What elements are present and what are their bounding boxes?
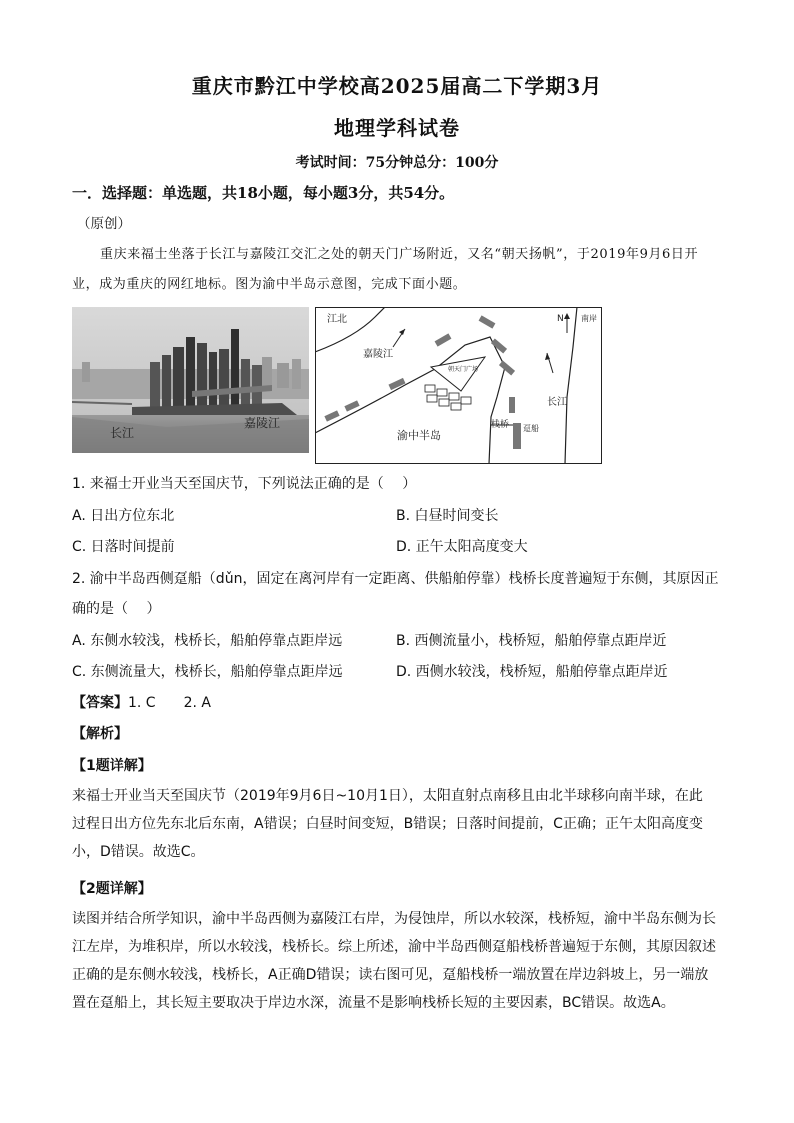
q2-analysis-text bbox=[72, 905, 724, 1017]
q1-option-d: D. 正午太阳高度变大 bbox=[396, 539, 528, 555]
q1-analysis-text bbox=[72, 782, 724, 866]
yuzhong-peninsula-map bbox=[315, 307, 602, 464]
q1-option-a: A. 日出方位东北 bbox=[72, 508, 175, 524]
q1-analysis-label: 【1题详解】 bbox=[72, 758, 152, 774]
intro-paragraph: 重庆来福士坐落于长江与嘉陵江交汇之处的朝天门广场附近，又名“朝天扬帆”，于2019年9月6日开业，成为重庆的网红地标。图为渝中半岛示意图，完成下面小题。 bbox=[72, 247, 699, 292]
q1-analysis-line: 来福士开业当天至国庆节（2019年9月6日~10月1日），太阳直射点南移且由北半球移向南半球，在此 bbox=[72, 788, 703, 804]
q1-analysis-line: 小，D错误。故选C。 bbox=[72, 844, 205, 860]
photo-label-changjiang: 长江 bbox=[110, 426, 135, 440]
question-2-stem-line2: 确的是（ ） bbox=[72, 601, 161, 617]
q2-analysis-line: 读图并结合所学知识，渝中半岛西侧为嘉陵江右岸，为侵蚀岸，所以水较深，栈桥短，渝中半岛东侧为长 bbox=[72, 911, 716, 927]
map-label-square: 朝天门广场 bbox=[448, 366, 479, 373]
exam-info: 考试时间：75分钟总分：100分 bbox=[295, 155, 499, 171]
q2-analysis-line: 置在趸船上，其长短主要取决于岸边水深，流量不是影响栈桥长短的主要因素，BC错误。故选A。 bbox=[72, 995, 675, 1011]
q2-option-d: D. 西侧水较浅，栈桥短，船舶停靠点距岸近 bbox=[396, 664, 668, 680]
section-heading: 一．选择题：单选题，共18小题，每小题3分，共54分。 bbox=[72, 184, 455, 202]
map-label-zhanqiao: 栈桥 bbox=[491, 420, 510, 430]
source-note: （原创） bbox=[77, 216, 131, 232]
photo-label-jialingjiang: 嘉陵江 bbox=[244, 416, 281, 430]
answer-text: 1. C 2. A bbox=[128, 695, 211, 711]
q2-option-c: C. 东侧流量大，栈桥长，船舶停靠点距岸远 bbox=[72, 664, 343, 680]
map-label-jialingjiang: 嘉陵江 bbox=[363, 349, 393, 360]
answer-line bbox=[72, 692, 211, 712]
map-label-dunchuan: 趸船 bbox=[523, 424, 539, 433]
analysis-label: 【解析】 bbox=[72, 726, 128, 742]
q1-option-b: B. 白昼时间变长 bbox=[396, 508, 499, 524]
q2-analysis-label: 【2题详解】 bbox=[72, 881, 152, 897]
map-label-yuzhong: 渝中半岛 bbox=[397, 429, 441, 442]
map-label-nanan: 南岸 bbox=[581, 314, 597, 323]
map-label-jiangbei: 江北 bbox=[327, 314, 347, 325]
map-label-north: N bbox=[557, 314, 564, 324]
exam-subject-title: 地理学科试卷 bbox=[334, 116, 460, 140]
q2-option-a: A. 东侧水较浅，栈桥长，船舶停靠点距岸远 bbox=[72, 633, 343, 649]
q1-analysis-line: 过程日出方位先东北后东南，A错误；白昼时间变短，B错误；日落时间提前，C正确；正午太阳高度变 bbox=[72, 816, 703, 832]
q2-analysis-line: 正确的是东侧水较浅，栈桥长，A正确D错误；读右图可见，趸船栈桥一端放置在岸边斜坡上，另一端放 bbox=[72, 967, 709, 983]
q2-option-b: B. 西侧流量小，栈桥短，船舶停靠点距岸近 bbox=[396, 633, 667, 649]
answer-label: 【答案】 bbox=[72, 695, 128, 711]
q1-option-c: C. 日落时间提前 bbox=[72, 539, 175, 555]
question-1-stem: 1. 来福士开业当天至国庆节，下列说法正确的是（ ） bbox=[72, 476, 417, 492]
city-photo bbox=[72, 307, 309, 453]
q2-analysis-line: 江左岸，为堆积岸，所以水较浅，栈桥长。综上所述，渝中半岛西侧趸船栈桥普遍短于东侧，其原因叙述 bbox=[72, 939, 716, 955]
exam-title: 重庆市黔江中学校高2025届高二下学期3月 bbox=[191, 74, 603, 98]
map-label-changjiang: 长江 bbox=[547, 397, 567, 408]
question-2-stem-line1: 2. 渝中半岛西侧趸船（dǔn，固定在离河岸有一定距离、供船舶停靠）栈桥长度普遍短于东侧，其原因正 bbox=[72, 571, 719, 587]
